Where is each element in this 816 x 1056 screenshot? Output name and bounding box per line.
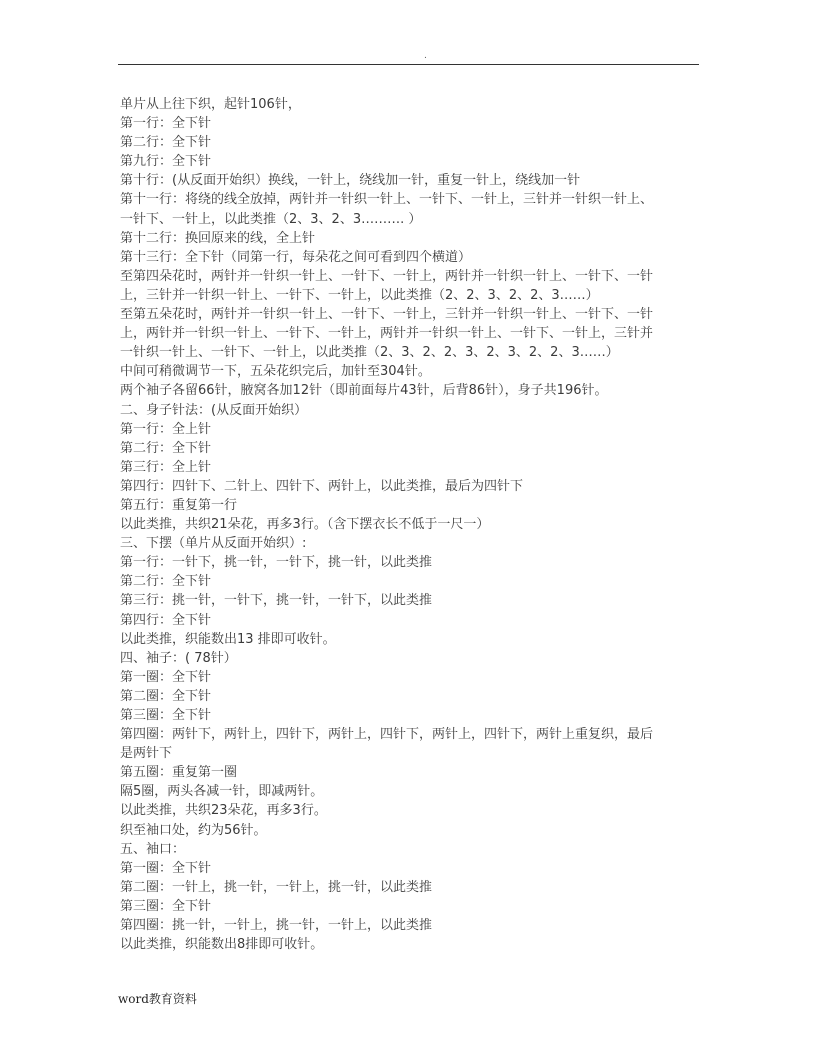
text-line: 四、袖子：( 78针） — [120, 650, 237, 666]
text-line: 第三行：挑一针，一针下，挑一针，一针下，以此类推 — [120, 593, 433, 609]
text-line: 至第四朵花时，两针并一针织一针上、一针下、一针上，两针并一针织一针上、一针下、一针 — [120, 268, 654, 284]
text-line: 第四行：全下针 — [120, 612, 212, 628]
text-line: 第十三行：全下针（同第一行，每朵花之间可看到四个横道） — [120, 249, 472, 265]
footer-label: word教育资料 — [118, 992, 197, 1006]
text-line: 以此类推，共织21朵花，再多3行。（含下摆衣长不低于一尺一） — [120, 517, 490, 533]
text-line: 第十二行：换回原来的线，全上针 — [120, 230, 316, 246]
text-line: 第二行：全下针 — [120, 135, 212, 151]
text-line: 以此类推，共织23朵花，再多3行。 — [120, 803, 327, 819]
text-line: 一针织一针上、一针下、一针上，以此类推（2、3、2、2、3、2、3、2、2、3……） — [120, 345, 619, 361]
text-line: 中间可稍微调节一下，五朵花织完后，加针至304针。 — [120, 364, 431, 380]
text-line: 第四圈：两针下，两针上，四针下，两针上，四针下，两针上，四针下，两针上重复织，最后 — [120, 727, 654, 743]
header-rule — [118, 64, 699, 65]
header-mark: . — [424, 51, 427, 61]
text-line: 是两针下 — [120, 746, 173, 762]
text-line: 第五圈：重复第一圈 — [120, 765, 238, 781]
text-line: 二、身子针法：(从反面开始织） — [120, 402, 308, 418]
text-line: 隔5圈，两头各减一针，即减两针。 — [120, 784, 324, 800]
text-line: 第九行：全下针 — [120, 154, 212, 170]
text-line: 第二行：全下针 — [120, 440, 212, 456]
text-line: 第一行：全上针 — [120, 421, 212, 437]
text-line: 一针下、一针上，以此类推（2、3、2、3………. ） — [120, 211, 422, 227]
text-line: 三、下摆（单片从反面开始织）: — [120, 536, 307, 552]
text-line: 以此类推，织能数出8排即可收针。 — [120, 937, 324, 953]
text-line: 第二圈：全下针 — [120, 688, 212, 704]
text-line: 第十行：(从反面开始织）换线，一针上，绕线加一针，重复一针上，绕线加一针 — [120, 173, 581, 189]
text-line: 第二圈：一针上，挑一针，一针上，挑一针，以此类推 — [120, 879, 433, 895]
text-line: 至第五朵花时，两针并一针织一针上、一针下、一针上，三针并一针织一针上、一针下、一针 — [120, 307, 654, 323]
text-line: 第一行：全下针 — [120, 116, 212, 132]
text-line: 第四行：四针下、二针上、四针下、两针上，以此类推，最后为四针下 — [120, 478, 524, 494]
text-line: 单片从上往下织，起针106针， — [120, 97, 301, 112]
text-line: 第四圈：挑一针，一针上，挑一针，一针上，以此类推 — [120, 918, 433, 934]
text-line: 上，三针并一针织一针上、一针下、一针上，以此类推（2、2、3、2、2、3……） — [120, 287, 599, 303]
text-line: 第三圈：全下针 — [120, 898, 212, 914]
text-line: 第二行：全下针 — [120, 574, 212, 590]
document-body — [120, 95, 700, 954]
text-line: 第三行：全上针 — [120, 459, 212, 475]
text-line: 第十一行：将绕的线全放掉，两针并一针织一针上、一针下、一针上，三针并一针织一针上、 — [120, 192, 654, 208]
text-line: 第一行：一针下，挑一针，一针下，挑一针，以此类推 — [120, 555, 433, 571]
text-line: 第三圈：全下针 — [120, 708, 212, 723]
text-line: 第一圈：全下针 — [120, 669, 212, 685]
text-line: 两个袖子各留66针，腋窝各加12针（即前面每片43针，后背86针），身子共196针。 — [120, 383, 608, 399]
text-line: 第五行：重复第一行 — [120, 497, 238, 513]
text-line: 第一圈：全下针 — [120, 860, 212, 876]
text-line: 以此类推，织能数出13 排即可收针。 — [120, 631, 336, 647]
text-line: 上，两针并一针织一针上、一针下、一针上，两针并一针织一针上、一针下、一针上，三针并 — [120, 326, 654, 342]
text-line: 织至袖口处，约为56针。 — [120, 822, 267, 838]
text-line: 五、袖口： — [120, 841, 186, 857]
